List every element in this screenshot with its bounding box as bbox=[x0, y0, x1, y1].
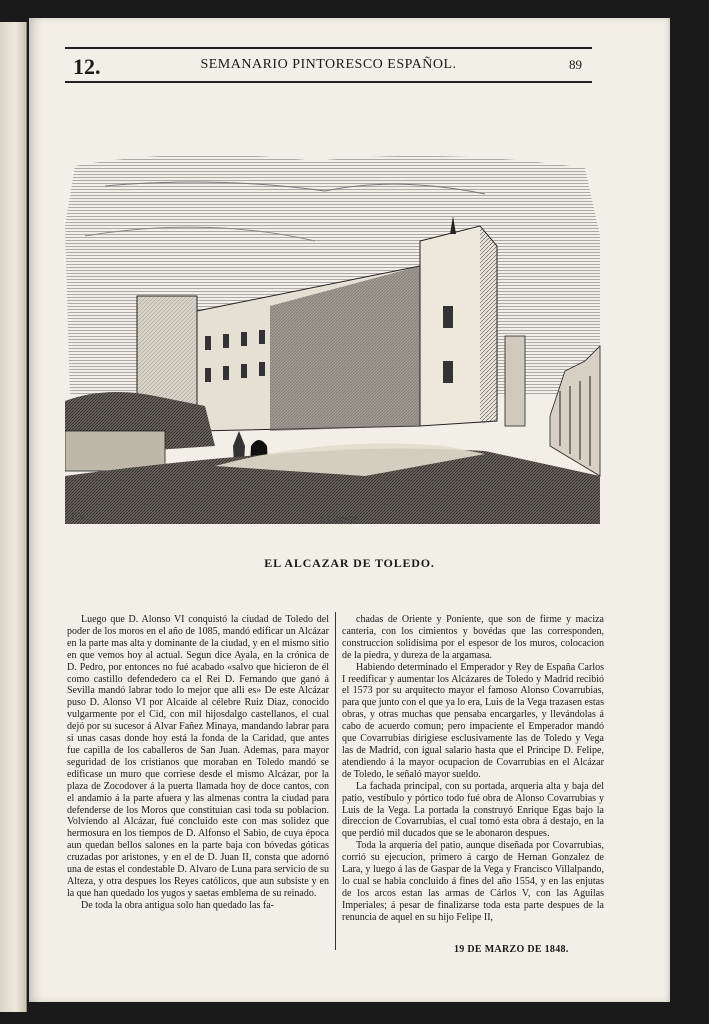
paragraph: La fachada principal, con su portada, arqueria alta y baja del patio, vestíbulo y pórtico todo fué obra de Alonso Covarrubias y Luis de la Vega. La portada la construyó Enrique Egas bajo la direccion de Covarrubias, el cual tomó esta obra á destajo, en la que perdió mil ducados que se le abonaron despues. bbox=[342, 780, 604, 840]
article-column-right bbox=[342, 614, 604, 924]
publication-title: SEMANARIO PINTORESCO ESPAÑOL. bbox=[200, 57, 457, 72]
engraver-signature-right: J. Castelló bbox=[319, 514, 358, 524]
issue-date: 19 DE MARZO DE 1848. bbox=[454, 944, 569, 955]
paragraph: Toda la arqueria del patio, aunque diseñada por Covarrubias, corrió su ejecucion, primero á cargo de Hernan Gonzalez de Lara, y luego á las de Gaspar de la Vega y Francisco Villalpando, lo cual se habia concluido á fines del año 1554, y en las enjutas de los arcos estan las armas de Cárlos V, con las Aguilas Imperiales; á pesar de finalizarse toda esta parte despues de la renuncia de aquel en su hijo Felipe II, bbox=[342, 840, 604, 923]
issue-number: 12. bbox=[73, 54, 101, 79]
newspaper-page bbox=[29, 18, 670, 1002]
left-page-edge bbox=[0, 22, 27, 1012]
alcazar-engraving bbox=[65, 146, 605, 526]
column-divider bbox=[335, 612, 336, 950]
paragraph: Luego que D. Alonso VI conquistó la ciudad de Toledo del poder de los moros en el año de 1085, mandó edificar un Alcázar en la parte mas alta y dominante de la ciudad, y en el mismo sitio en que vemos hoy al actual. Segun dice Ayala, en la crónica de D. Pedro, por entonces no fué acabado «salvo que hicieron de él como castillo defendedero ca el Rei D. Fernando que ganó á Sevilla mandó labrar todo lo mejor que alli es» De este Alcázar puso D. Alonso VI por Alcaide al célebre Ruiz Diaz, conocido vulgarmente por el Cid, con mil hijosdalgo castellanos, el cual dejó por su sucesor á Alvar Fañez Minaya, mandando labrar para si unas casas donde hoy está la fonda de la Caridad, que antes fue capilla de los caballeros de San Juan. Ademas, para mayor seguridad de los cristianos que moraban en Toledo mandó se edificase un muro que corriese desde el mismo Alcázar, por la plaza de Zocodover á la puerta llamada hoy de doce cantos, con el andamio á la parte afuera y las almenas contra la ciudad para defenderse de los Moros que constituian casi toda su poblacion. Volviendo al Alcázar, fué concluido este con mas solidez que hermosura en los tiempos de D. Alfonso el Sabio, de cuya época aun quedan bellos salones en la parte baja con bóvedas góticas cruzadas por aristones, y en el de D. Juan II, consta que adornó una de estas el condestable D. Alvaro de Luna para servicio de su Alteza, y otra despues los Reyes católicos, que aun subsiste y en la que han quedado los yugos y saetas emblema de su reinado. bbox=[67, 614, 329, 899]
article-column-left bbox=[67, 614, 329, 912]
article-title: EL ALCAZAR DE TOLEDO. bbox=[264, 556, 435, 570]
paragraph: De toda la obra antigua solo han quedado las fa- bbox=[81, 899, 274, 911]
page-number: 89 bbox=[569, 57, 582, 72]
page-header bbox=[65, 47, 592, 83]
alcazar-illustration bbox=[65, 146, 605, 526]
paragraph: Habiendo determinado el Emperador y Rey de España Carlos I reedificar y aumentar los Alcázares de Toledo y Madrid recibió el 1573 por su arquitecto mayor el famoso Alonso Covarrubias, para que junto con el que ya lo era, Luis de la Vega trazasen estas obras, y otras muchas que pensaba encargarles, y llevándolas á cabo de acuerdo comun; pero impaciente el Emperador mandó que Covarrubias dirigiese esclusivamente las de Toledo y Vega las de Madrid, con igual salario hasta que el Príncipe D. Felipe, atendiendo á la mayor ocupacion de Covarrubias en el Alcázar de Toledo, le señaló mayor sueldo. bbox=[342, 661, 604, 780]
paragraph: chadas de Oriente y Poniente, que son de firme y maciza canteria, con los cimientos y bovédas que las corresponden, construccion solidísima por el espesor de los muros, colocacion de la piedra, y dureza de la argamasa. bbox=[342, 614, 604, 661]
engraver-signature-left: E.V. bbox=[71, 512, 86, 522]
